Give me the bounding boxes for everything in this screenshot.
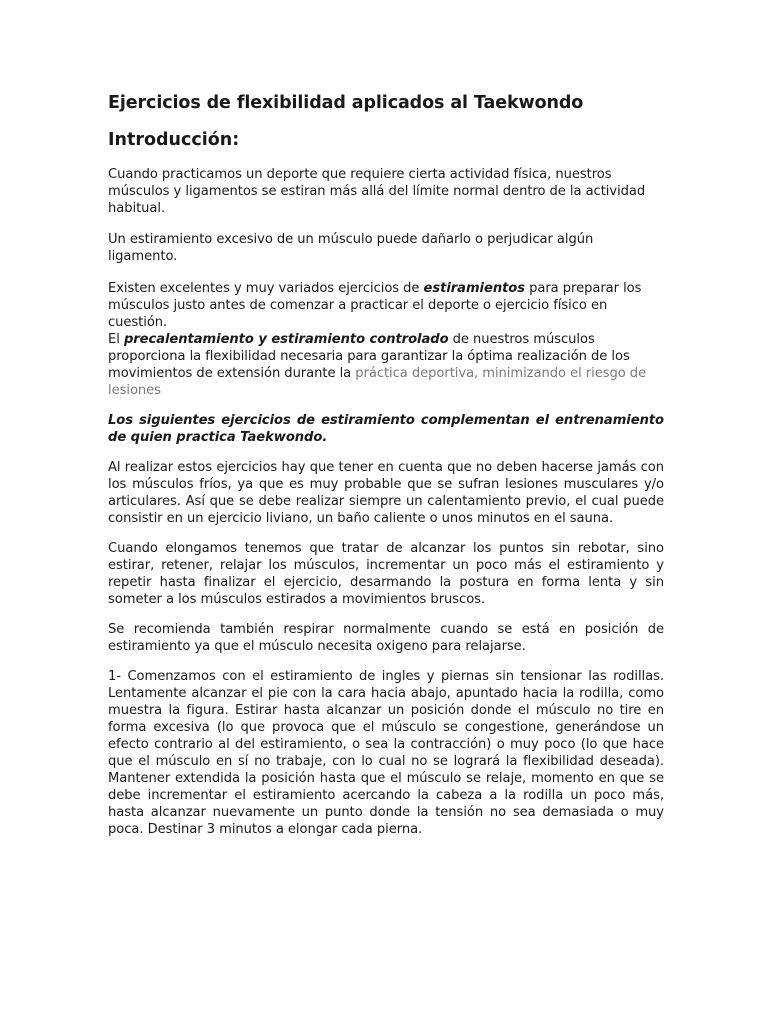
paragraph-3-emphasis: estiramientos: [423, 281, 525, 296]
paragraph-9: 1- Comenzamos con el estiramiento de ingles y piernas sin tensionar las rodillas. Lentamente alcanzar el pie con la cara hacia abajo, apuntado hacia la rodilla, como muestra la figura. Estirar hasta alcanzar un posición donde el músculo no tire en forma excesiva (lo que provoca que el músculo se congestione, generándose un efecto contrario al del estiramiento, o sea la contracción) o muy poco (lo que hace que el músculo en sí no trabaje, con lo cual no se logrará la flexibilidad deseada). Mantener extendida la posición hasta que el músculo se relaje, momento en que se debe incrementar el estiramiento acercando la cabeza a la rodilla un poco más, hasta alcanzar nuevamente un punto donde la tensión no sea demasiada o muy poca. Destinar 3 minutos a elongar cada pierna.: [108, 669, 664, 837]
paragraph-4-text-after: de nuestros músculos proporciona la flexibilidad necesaria para garantizar la óptima realización de los movimientos de extensión durante la: [108, 332, 630, 381]
paragraph-4-text-before: El: [108, 332, 124, 347]
document-title: Ejercicios de flexibilidad aplicados al Taekwondo: [108, 93, 584, 113]
document-page: [108, 90, 664, 838]
paragraph-4-emphasis: precalentamiento y estiramiento controlado: [123, 332, 449, 347]
paragraph-3-text-after: para preparar los músculos justo antes de comenzar a practicar el deporte o ejercicio físico en cuestión.: [108, 281, 642, 330]
paragraph-4-faded-text: práctica deportiva, minimizando el riesgo de lesiones: [108, 366, 647, 398]
paragraph-3-text-before: Existen excelentes y muy variados ejercicios de: [108, 281, 424, 296]
paragraph-8: Se recomienda también respirar normalmente cuando se está en posición de estiramiento ya que el músculo necesita oxigeno para relajarse.: [108, 622, 664, 654]
paragraph-1: Cuando practicamos un deporte que requiere cierta actividad física, nuestros músculos y ligamentos se estiran más allá del límite normal dentro de la actividad habitual.: [108, 167, 646, 216]
paragraph-5-emphasized: Los siguientes ejercicios de estiramiento complementan el entrenamiento de quien practica Taekwondo.: [108, 413, 664, 445]
section-heading-introduccion: Introducción:: [108, 130, 240, 150]
paragraph-2: Un estiramiento excesivo de un músculo puede dañarlo o perjudicar algún ligamento.: [108, 232, 594, 264]
paragraph-6: Al realizar estos ejercicios hay que tener en cuenta que no deben hacerse jamás con los músculos fríos, ya que es muy probable que se sufran lesiones musculares y/o articulares. Así que se debe realizar siempre un calentamiento previo, el cual puede consistir en un ejercicio liviano, un baño caliente o unos minutos en el sauna.: [108, 460, 664, 526]
paragraph-3: [108, 280, 664, 331]
paragraph-4: [108, 331, 664, 399]
paragraph-7: Cuando elongamos tenemos que tratar de alcanzar los puntos sin rebotar, sino estirar, retener, relajar los músculos, incrementar un poco más el estiramiento y repetir hasta finalizar el ejercicio, desarmando la postura en forma lenta y sin someter a los músculos estirados a movimientos bruscos.: [108, 541, 664, 607]
